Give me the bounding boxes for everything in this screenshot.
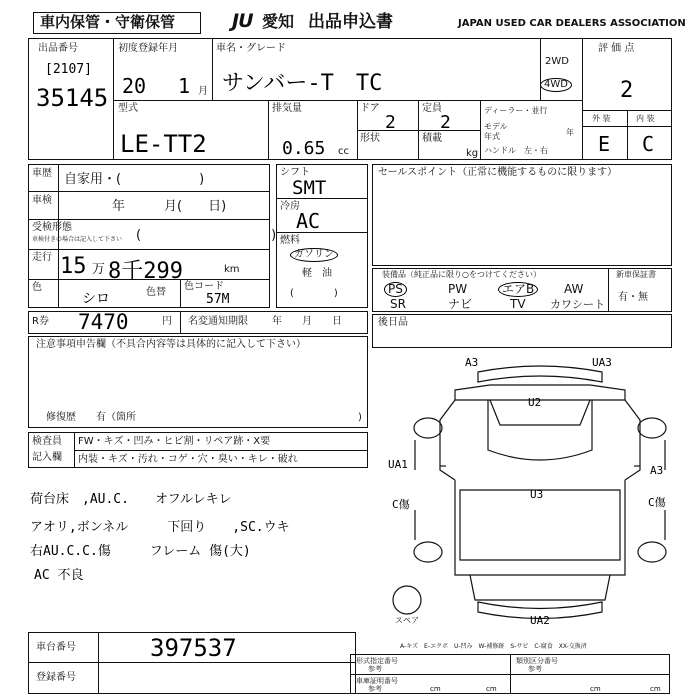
notes-label: 注意事項申告欄（不具合内容等は具体的に記入して下さい） — [36, 339, 306, 350]
displacement-label: 排気量 — [272, 103, 302, 114]
fuel-other: ( ) — [290, 288, 338, 299]
ext-value: E — [598, 132, 611, 156]
mark-ua3-front-right: UA3 — [592, 356, 612, 369]
name-grade-label: 車名・グレード — [216, 43, 286, 54]
rating-label: 評 価 点 — [598, 43, 635, 54]
equip-airbag: エアB — [498, 282, 538, 297]
remark-line-3: 右AU.C.C.傷 フレーム 傷(大) — [30, 544, 251, 559]
fw-row: FW・キズ・凹み・ヒビ割・リペア跡・X要 — [78, 436, 271, 447]
mileage-rest: 8千299 — [108, 259, 183, 284]
capacity-value: 2 — [440, 112, 451, 133]
month-unit: 月 — [198, 86, 208, 97]
handle-label: ハンドル 左・右 — [484, 146, 548, 155]
first-reg-label: 初度登録年月 — [118, 43, 178, 54]
sheet-title: 出品申込書 — [308, 12, 393, 32]
lot-number: 35145 — [36, 84, 109, 112]
inspector-label: 検査員 — [32, 436, 62, 447]
unit-cm-3: cm — [590, 685, 601, 693]
mileage-man: 15 — [60, 254, 87, 279]
garage-cert-label: 車庫証明番号 — [356, 677, 398, 685]
unit-cm-1: cm — [430, 685, 441, 693]
unit-cm-4: cm — [650, 685, 661, 693]
repair-close: ) — [358, 412, 362, 423]
rating-value: 2 — [620, 78, 634, 103]
car-name: サンバー-T TC — [222, 71, 383, 96]
displacement-value: 0.65 — [282, 138, 326, 159]
yen-unit: 円 — [162, 316, 172, 327]
warranty-label: 新車保証書 — [616, 270, 656, 279]
equip-sr: SR — [390, 297, 406, 311]
fill-label: 記入欄 — [32, 452, 62, 463]
equip-pw: PW — [448, 282, 468, 296]
mark-ua2-rear: UA2 — [530, 614, 550, 627]
acceptance-value: ( ) — [136, 228, 277, 243]
mileage-label: 走行 — [32, 252, 52, 263]
warranty-value: 有・無 — [618, 292, 648, 303]
repair-label: 修復歴 有（箇所 — [46, 412, 136, 423]
r-label: R券 — [32, 316, 49, 327]
mark-ua1-left: UA1 — [388, 458, 408, 471]
mark-a3-right: A3 — [650, 464, 664, 477]
org-name: 愛知 — [262, 12, 295, 31]
remark-line-2: アオリ,ボンネル 下回り ,SC.ウキ — [30, 520, 290, 535]
equip-tv: TV — [510, 297, 526, 311]
mark-c-left: C傷 — [392, 498, 410, 511]
inspection-value: 年 月( 日) — [112, 199, 227, 214]
model-year-label: モデル 年式 — [484, 122, 508, 141]
history-value: 自家用・( ) — [64, 172, 205, 187]
class-number-label: 類別区分番号 — [516, 657, 558, 665]
sales-label: セールスポイント（正常に機能するものに限ります） — [378, 167, 618, 178]
history-label: 車歴 — [32, 168, 52, 179]
first-reg-year: 20 — [122, 74, 147, 98]
acceptance-sub: 車検付きの場合は記入して下さい — [32, 236, 123, 243]
color-value: シロ — [82, 291, 110, 307]
model-label: 型式 — [118, 103, 138, 114]
lot-prefix: [2107] — [45, 62, 92, 77]
first-reg-year-suffix: 1 — [178, 74, 191, 98]
r-value: 7470 — [78, 310, 129, 334]
int-value: C — [642, 132, 655, 156]
year-unit: 年 — [566, 128, 574, 137]
fuel-gas: ガソリン — [290, 248, 338, 262]
mark-a3-front-left: A3 — [465, 356, 479, 369]
kg-unit: kg — [466, 148, 479, 159]
remark-line-4: AC 不良 — [34, 568, 84, 583]
capacity-label: 定員 — [422, 103, 442, 114]
ext-label: 外 装 — [592, 114, 611, 123]
name-change-label: 名変通知期限 — [188, 316, 248, 327]
color-label: 色 — [32, 282, 42, 293]
shift-value: SMT — [292, 177, 327, 199]
shape-label: 形状 — [360, 133, 380, 144]
doors-label: ドア — [360, 103, 380, 114]
class-number-ref: 参考 — [528, 665, 542, 673]
damage-legend: A-キズ E-エクボ U-凹み W-補修跡 S-サビ C-腐食 XX-交換済 — [400, 643, 587, 650]
dealer-label: ディーラー・並行 — [484, 106, 548, 115]
cc-unit: cc — [338, 146, 349, 157]
model-value: LE-TT2 — [120, 130, 207, 158]
mark-u2-hood: U2 — [528, 396, 542, 409]
spare-label: スペア — [395, 616, 419, 625]
storage-label: 車内保管・守衛保管 — [40, 13, 176, 31]
cooler-label: 冷房 — [280, 201, 300, 212]
equip-leather: カワシート — [550, 298, 605, 311]
remark-line-1: 荷台床 ,AU.C. オフルレキレ — [30, 492, 232, 507]
divider — [510, 654, 511, 694]
int-label: 内 装 — [636, 114, 655, 123]
chassis-label: 車台番号 — [36, 642, 76, 653]
inspection-label: 車検 — [32, 195, 52, 206]
drive-2wd: 2WD — [545, 56, 569, 67]
ju-logo: JU — [232, 10, 253, 32]
association-name: JAPAN USED CAR DEALERS ASSOCIATION — [458, 18, 686, 29]
km-unit: km — [224, 264, 240, 275]
chassis-value: 397537 — [150, 634, 237, 662]
mileage-man-unit: 万 — [92, 262, 106, 277]
interior-row: 内装・キズ・汚れ・コゲ・穴・臭い・キレ・破れ — [78, 454, 298, 465]
equip-navi: ナビ — [448, 297, 473, 311]
later-items-label: 後日品 — [378, 317, 408, 328]
lot-label: 出品番号 — [38, 43, 78, 54]
shift-label: シフト — [280, 167, 310, 178]
color-code-value: 57M — [206, 292, 230, 307]
reg-label: 登録番号 — [36, 672, 76, 683]
fuel-diesel: 軽 油 — [302, 268, 332, 279]
drive-4wd: 4WD — [540, 78, 572, 92]
mark-u3-bed: U3 — [530, 488, 544, 501]
weight-label: 積載 — [422, 133, 442, 144]
unit-cm-2: cm — [486, 685, 497, 693]
color-code-label: 色コード — [184, 281, 224, 292]
doors-value: 2 — [385, 112, 396, 133]
acceptance-label: 受検形態 — [32, 222, 72, 233]
fuel-label: 燃料 — [280, 235, 300, 246]
name-change-value: 年 月 日 — [272, 316, 342, 327]
model-designation-ref: 参考 — [368, 665, 382, 673]
garage-cert-ref: 参考 — [368, 685, 382, 693]
cooler-value: AC — [296, 209, 321, 233]
model-designation-label: 形式指定番号 — [356, 657, 398, 665]
equip-aw: AW — [564, 282, 584, 296]
mark-c-right: C傷 — [648, 496, 666, 509]
equip-ps: PS — [384, 282, 407, 297]
equip-label: 装備品（純正品に限り○をつけてください） — [382, 270, 541, 279]
color-change-label: 色替 — [146, 287, 166, 298]
